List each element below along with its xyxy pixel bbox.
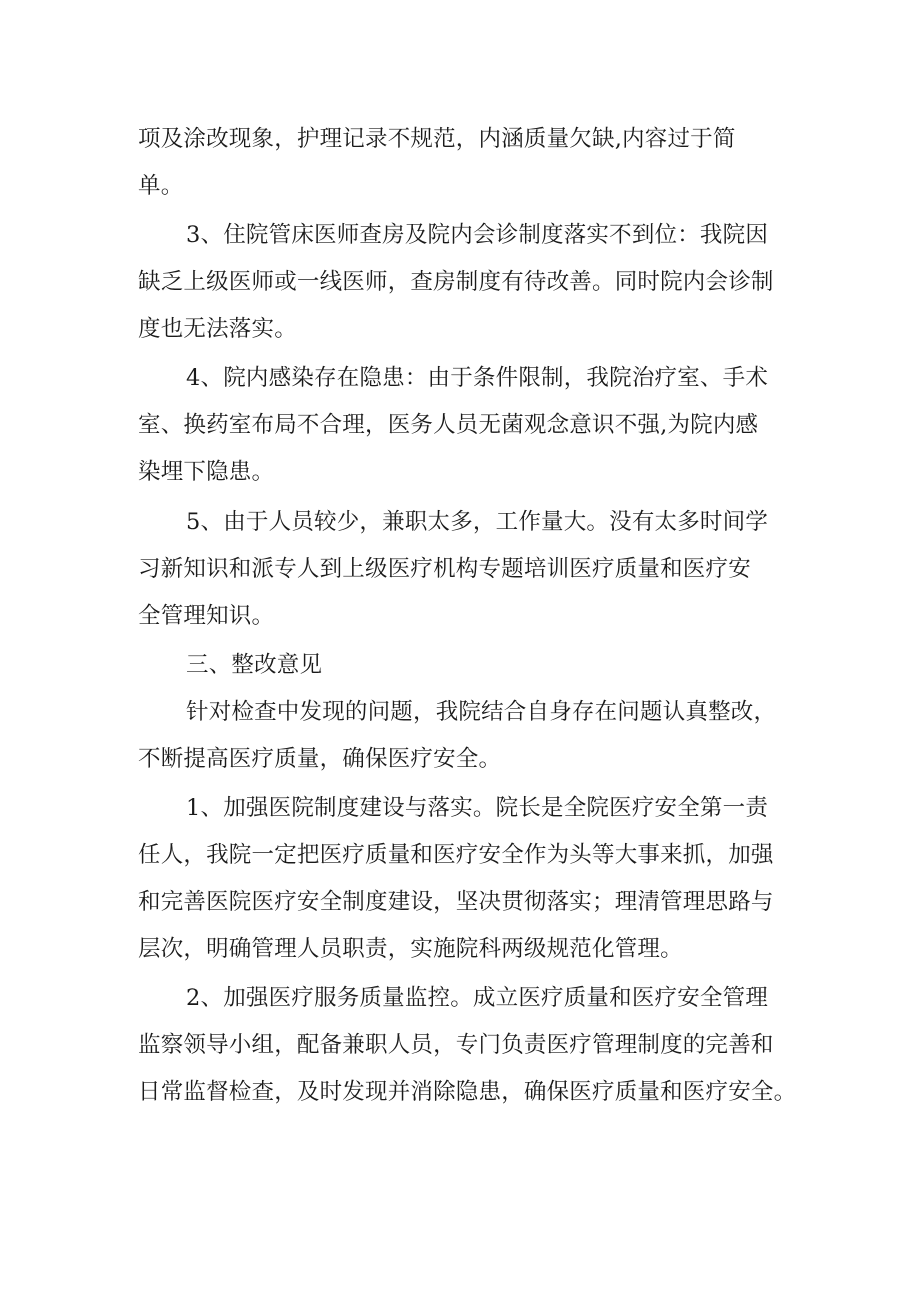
text-line: 2、加强医疗服务质量监控。成立医疗质量和医疗安全管理 (186, 985, 769, 1011)
text-line: 针对检查中发现的问题，我院结合自身存在问题认真整改， (186, 699, 777, 725)
text-line: 监察领导小组，配备兼职人员，专门负责医疗管理制度的完善和 (138, 1032, 774, 1058)
text-line: 项及涂改现象，护理记录不规范，内涵质量欠缺,内容过于简 (138, 126, 736, 152)
text-line: 和完善医院医疗安全制度建设，坚决贯彻落实；理清管理思路与 (138, 889, 774, 915)
text-line: 度也无法落实。 (138, 316, 297, 342)
text-line: 不断提高医疗质量，确保医疗安全。 (138, 746, 502, 772)
text-line: 任人，我院一定把医疗质量和医疗安全作为头等大事来抓，加强 (138, 842, 774, 868)
text-line: 日常监督检查，及时发现并消除隐患，确保医疗质量和医疗安全。 (138, 1079, 797, 1105)
text-line: 缺乏上级医师或一线医师，查房制度有待改善。同时院内会诊制 (138, 269, 774, 295)
text-line: 全管理知识。 (138, 603, 275, 629)
text-line: 习新知识和派专人到上级医疗机构专题培训医疗质量和医疗安 (138, 556, 751, 582)
text-line: 5、由于人员较少，兼职太多，工作量大。没有太多时间学 (186, 509, 769, 535)
text-line: 层次，明确管理人员职责，实施院科两级规范化管理。 (138, 936, 683, 962)
section-heading: 三、整改意见 (186, 652, 323, 678)
text-line: 3、住院管床医师查房及院内会诊制度落实不到位：我院因 (186, 222, 769, 248)
text-line: 1、加强医院制度建设与落实。院长是全院医疗安全第一责 (186, 795, 769, 821)
text-line: 染埋下隐患。 (138, 459, 275, 485)
text-line: 室、换药室布局不合理，医务人员无菌观念意识不强,为院内感 (138, 412, 759, 438)
text-line: 单。 (138, 173, 184, 199)
text-line: 4、院内感染存在隐患：由于条件限制，我院治疗室、手术 (186, 365, 769, 391)
